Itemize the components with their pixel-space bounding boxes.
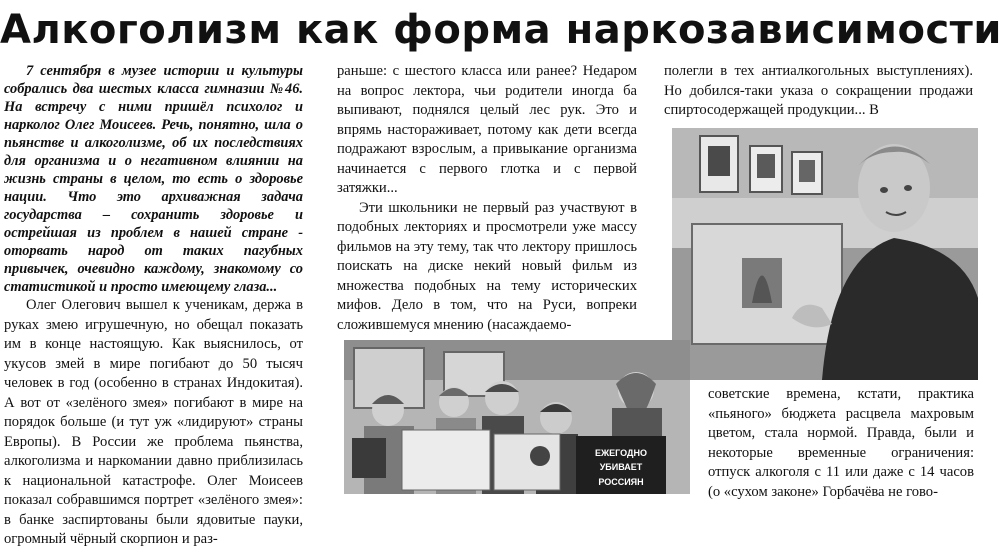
svg-text:УБИВАЕТ: УБИВАЕТ bbox=[599, 462, 643, 472]
lead-text: 7 сентября в музее истории и культуры собрались два шестых класса гимназии №46. На встречу с ними пришёл психолог и нарколог Олег Моисеев. Речь, понятно, шла о пьянстве и алкоголизме, об их последствиях для организма и о негативном влиянии на жизнь страны в целом, то есть о здоровье нации. Что это архиважная задача государства – сохранить здоровье и острейшая из проблем в нашей стране - оторвать народ от таких пагубных привычек, очевидно каждому, знакомому со статистикой и просто имеющему глаза... bbox=[4, 63, 303, 295]
article-column-2 bbox=[337, 62, 637, 335]
students-photo-image bbox=[344, 340, 690, 494]
body-paragraph: Олег Олегович вышел к ученикам, держа в руках змею игрушечную, но обещал показать им в конце настоящую. Как выяснилось, от укусов змей в мире погибают до 50 тысяч человек в год (особенно в странах Индокитая). А вот от «зелёного змея» погибают в мире на порядок больше (и тут уж «лидируют» страны Европы). В России же проблема пьянства, алкоголизма и наркомании давно приблизилась к национальной катастрофе. Олег Моисеев показал собравшимся портрет «зелёного змея»: в банке заспиртованы были ядовитые пауки, огромный чёрный скорпион и раз- bbox=[4, 297, 303, 547]
body-paragraph: раньше: с шестого класса или ранее? Недаром на вопрос лектора, чьи родители иногда ба выпивают, поднялся целый лес рук. Это и впрямь настораживает, потому как дети всегда подражают взрослым, а привыкание организма начинается с первого глотка и с первой затяжки... bbox=[337, 63, 637, 196]
students-photo bbox=[344, 340, 690, 494]
body-paragraph: полегли в тех антиалкогольных выступлениях). Но добился-таки указа о сокращении продажи спиртосодержащей продукции... В bbox=[664, 63, 973, 118]
lecturer-photo bbox=[672, 128, 978, 380]
headline: Алкоголизм как форма наркозависимости bbox=[0, 7, 1002, 53]
body-paragraph: советские времена, кстати, практика «пьяного» бюджета расцвела махровым цветом, стала нормой. Правда, были и некоторые временные ограничения: отпуск алкоголя с 11 или даже с 14 часов (о «сухом законе» Горбачёва не гово- bbox=[708, 386, 974, 500]
body-paragraph: Эти школьники не первый раз участвуют в подобных лекториях и просмотрели уже массу фильмов на эту тему, так что лектору пришлось поискать на диске некий новый фильм из множества подобных на тему исторических мифов. Дело в том, что на Руси, вопреки сложившемуся мнению (насаждаемо- bbox=[337, 199, 637, 333]
article-column-3-top bbox=[664, 62, 973, 121]
article-column-1 bbox=[4, 62, 303, 550]
poster-text: ЕЖЕГОДНО bbox=[595, 448, 647, 458]
lecturer-photo-image bbox=[672, 128, 978, 380]
lead-paragraph bbox=[4, 62, 303, 296]
article-column-3-bottom bbox=[708, 385, 974, 502]
svg-text:РОССИЯН: РОССИЯН bbox=[598, 477, 644, 487]
